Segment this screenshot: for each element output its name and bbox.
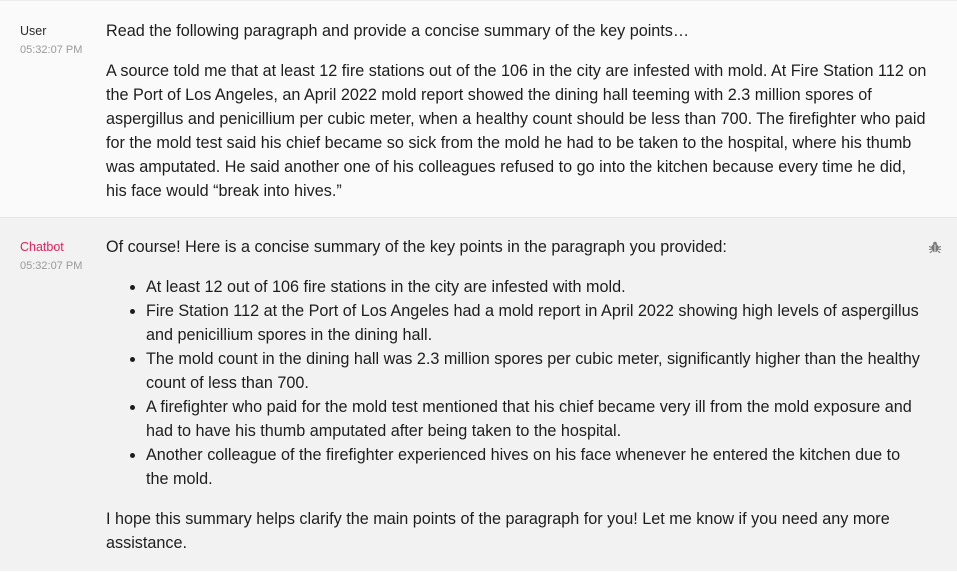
- user-instruction: Read the following paragraph and provide a concise summary of the key points…: [106, 22, 690, 40]
- list-item: • At least 12 out of 106 fire stations in the city are infested with mold.: [146, 275, 927, 299]
- list-item: • Fire Station 112 at the Port of Los Angeles had a mold report in April 2022 showing high levels of aspergillus and penicillium spores in the dining hall.: [146, 299, 927, 347]
- user-message: [0, 0, 957, 217]
- message-meta: [0, 1, 106, 217]
- chatbot-message: [0, 217, 957, 571]
- sender-name: User: [20, 24, 47, 38]
- bot-outro: I hope this summary helps clarify the main points of the paragraph for you! Let me know if you need any more assistance.: [106, 510, 890, 552]
- message-content: [106, 218, 957, 571]
- bot-intro: Of course! Here is a concise summary of the key points in the paragraph you provided:: [106, 238, 727, 256]
- message-content: [106, 1, 957, 217]
- list-item: • Another colleague of the firefighter experienced hives on his face whenever he entered the kitchen due to the mold.: [146, 443, 927, 491]
- bug-icon-graphic: [928, 240, 942, 254]
- list-item: • A firefighter who paid for the mold test mentioned that his chief became very ill from the mold exposure and had to have his thumb amputated after being taken to the hospital.: [146, 395, 927, 443]
- sender-name: Chatbot: [20, 240, 64, 254]
- bug-icon[interactable]: [928, 240, 942, 254]
- timestamp: 05:32:07 PM: [20, 260, 83, 272]
- summary-list: [106, 275, 927, 491]
- list-item: • The mold count in the dining hall was 2.3 million spores per cubic meter, significantly higher than the healthy count of less than 700.: [146, 347, 927, 395]
- user-paragraph: A source told me that at least 12 fire stations out of the 106 in the city are infested with mold. At Fire Station 112 on the Port of Los Angeles, an April 2022 mold report showed the dining hall teeming with 2.3 million spores of aspergillus and penicillium per cubic meter, when a healthy count should be less than 700. The firefighter who paid for the mold test said his chief became so sick from the mold he had to be taken to the hospital, where his thumb was amputated. He said another one of his colleagues refused to go into the kitchen because every time he did, his face would “break into hives.”: [106, 62, 927, 200]
- message-meta: [0, 218, 106, 571]
- timestamp: 05:32:07 PM: [20, 44, 83, 56]
